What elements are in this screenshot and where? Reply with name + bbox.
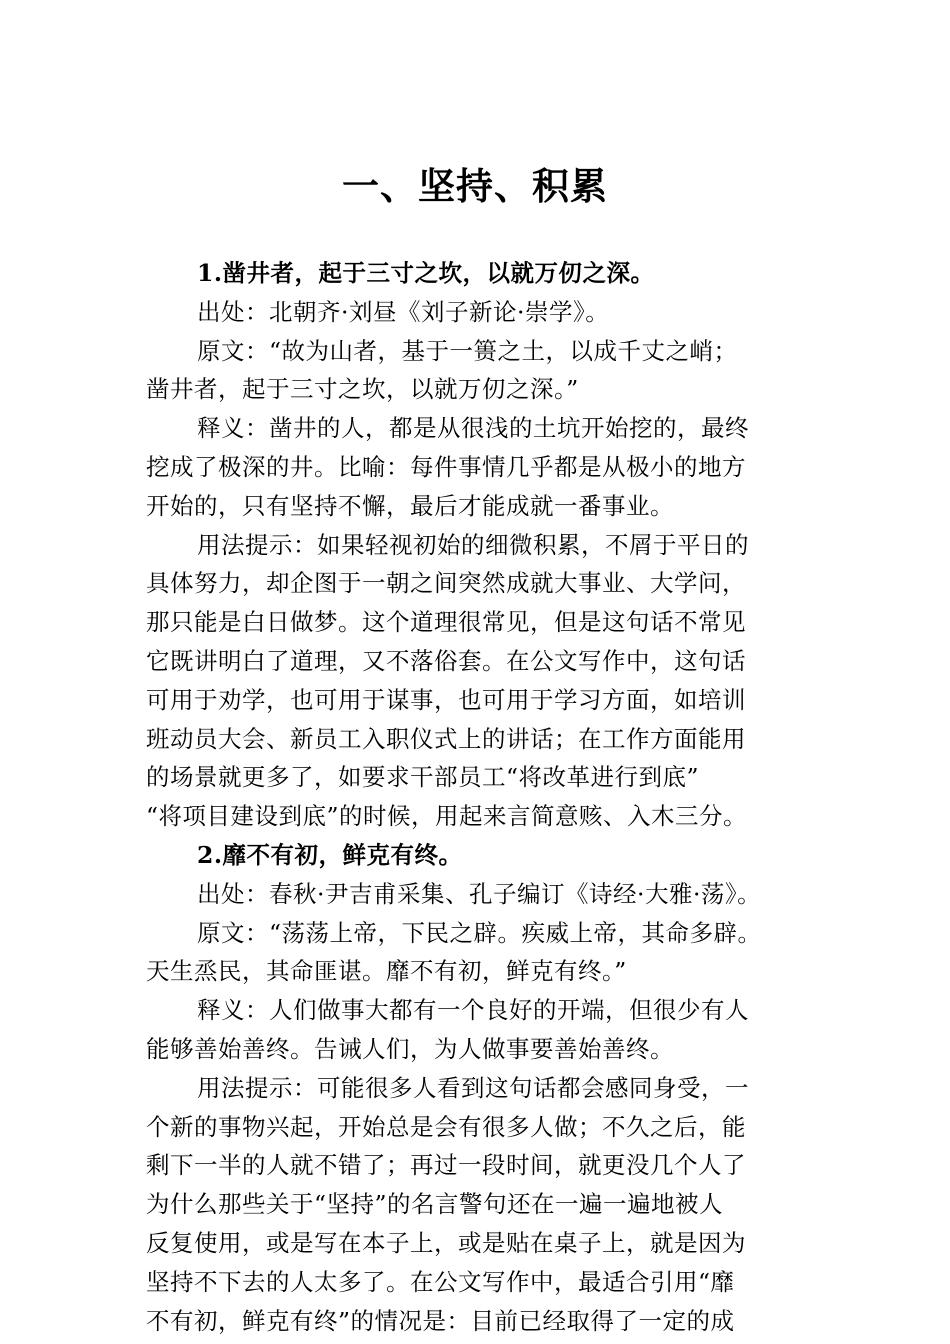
text-line: 剩下一半的人就不错了；再过一段时间，就更没几个人了 <box>146 1151 746 1180</box>
text-line: 天生烝民，其命匪谌。靡不有初，鲜克有终。” <box>146 957 627 986</box>
text-line: 它既讲明白了道理，又不落俗套。在公文写作中，这句话 <box>146 646 746 675</box>
text-line: 原文：“荡荡上帝，下民之辟。疾威上帝，其命多辟。 <box>197 918 762 947</box>
text-line: 可用于劝学，也可用于谋事，也可用于学习方面，如培训 <box>146 685 746 714</box>
text-line: 个新的事物兴起，开始总是会有很多人做；不久之后，能 <box>146 1112 746 1141</box>
text-line: 开始的，只有坚持不懈，最后才能成就一番事业。 <box>146 491 674 520</box>
text-line: “将项目建设到底”的时候，用起来言简意赅、入木三分。 <box>146 802 748 831</box>
text-line: 挖成了极深的井。比喻：每件事情几乎都是从极小的地方 <box>146 452 746 481</box>
document-body <box>146 254 818 1340</box>
text-line: 出处：春秋·尹吉甫采集、孔子编订《诗经·大雅·荡》。 <box>197 879 762 908</box>
text-line: 为什么那些关于“坚持”的名言警句还在一遍一遍地被人 <box>146 1190 724 1219</box>
text-line: 凿井者，起于三寸之坎，以就万仞之深。” <box>146 375 579 404</box>
text-line: 能够善始善终。告诫人们，为人做事要善始善终。 <box>146 1034 674 1063</box>
text-line: 班动员大会、新员工入职仪式上的讲话；在工作方面能用 <box>146 724 746 753</box>
text-line: 反复使用，或是写在本子上，或是贴在桌子上，就是因为 <box>146 1228 746 1257</box>
text-line: 坚持不下去的人太多了。在公文写作中，最适合引用“靡 <box>146 1267 735 1296</box>
text-line: 的场景就更多了，如要求干部员工“将改革进行到底” <box>146 763 700 792</box>
page-title: 一、坚持、积累 <box>342 164 608 208</box>
text-line: 用法提示：可能很多人看到这句话都会感同身受，一 <box>197 1073 749 1102</box>
text-line: 出处：北朝齐·刘昼《刘子新论·崇学》。 <box>197 297 610 326</box>
text-line: 不有初，鲜克有终”的情况是：目前已经取得了一定的成 <box>146 1306 735 1335</box>
text-line: 释义：人们做事大都有一个良好的开端，但很少有人 <box>197 996 749 1025</box>
text-line: 释义：凿井的人，都是从很浅的土坑开始挖的，最终 <box>197 414 749 443</box>
text-line: 那只能是白日做梦。这个道理很常见，但是这句话不常见 <box>146 608 746 637</box>
section-heading: 2.靡不有初，鲜克有终。 <box>197 840 463 869</box>
text-line: 用法提示：如果轻视初始的细微积累，不屑于平日的 <box>197 530 749 559</box>
section-heading: 1.凿井者，起于三寸之坎，以就万仞之深。 <box>197 259 655 287</box>
text-line: 原文：“故为山者，基于一篑之土，以成千丈之峭； <box>197 336 738 365</box>
text-line: 具体努力，却企图于一朝之间突然成就大事业、大学问， <box>146 569 746 598</box>
